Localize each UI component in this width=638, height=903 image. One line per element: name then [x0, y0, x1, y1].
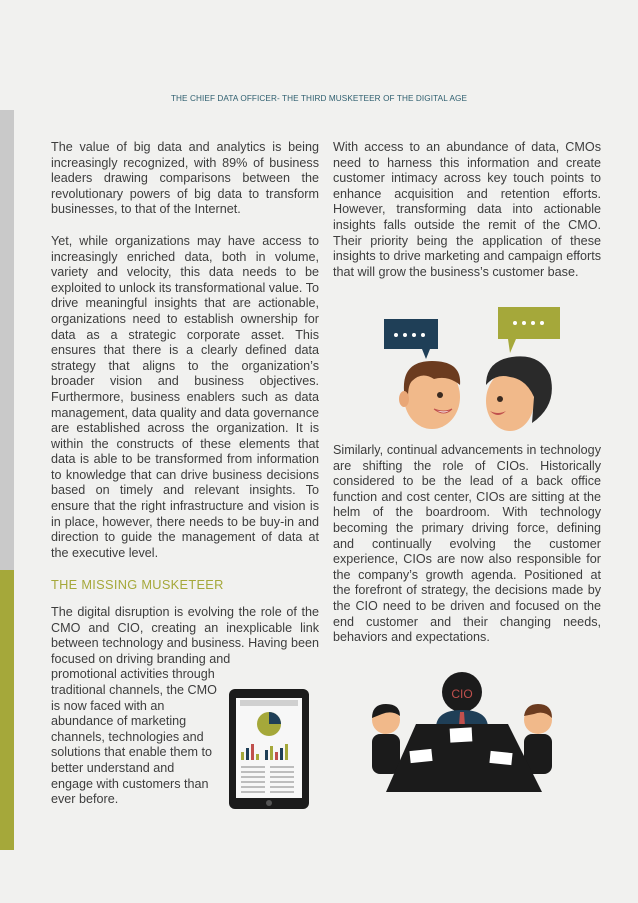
- tablet-illustration: [228, 688, 310, 810]
- side-bar-grey: [0, 110, 14, 570]
- home-button-icon: [266, 800, 272, 806]
- cio-person-icon: [436, 672, 488, 732]
- speech-bubble-dark-icon: [384, 319, 438, 359]
- woman-avatar-icon: [486, 356, 552, 431]
- left-paragraph-1: The value of big data and analytics is being increasingly recognized, with 89% of business leaders drawing comparisons between the revolutionary powers of big data to transform businesses, to that of the Internet.: [51, 140, 319, 217]
- right-person-icon: [524, 704, 552, 774]
- cio-badge: CIO: [451, 687, 473, 701]
- man-avatar-icon: [399, 361, 460, 429]
- speech-bubble-olive-icon: [498, 307, 560, 353]
- running-title: THE CHIEF DATA OFFICER- THE THIRD MUSKETEER OF THE DIGITAL AGE: [170, 94, 468, 103]
- left-paragraph-3-narrow: promotional activities through traditional channels, the CMO is now faced with an abundance of marketing channels, technologies and solutions that enable them to better understand and engage with customers than ever before.: [51, 667, 217, 807]
- conference-table-icon: [386, 724, 542, 792]
- left-paragraph-2: Yet, while organizations may have access to increasingly enriched data, both in volume, variety and velocity, this data needs to be exploited to unlock its transformational value. To drive meaningful insights that are actionable, organizations need to establish ownership for data as a strategic corporate asset. This ensures that there is a clearly defined data strategy that aligns to the organization’s broader vision and business objectives. Furthermore, business enablers such as data management, data quality and data governance are established across the organization. It is within the constructs of these elements that data is able to be transformed from information to knowledge that can drive business decisions based on timely and relevant insights. To ensure that the right infrastructure and vision is in place, however, there needs to be buy-in and direction to guide the management of data at the executive level.: [51, 233, 319, 560]
- right-paragraph-2: Similarly, continual advancements in technology are shifting the role of CIOs. Historically considered to be the lead of a back office function and cost center, CIOs are sitting at the helm of the boardroom. With technology becoming the primary driving force, defining and continually evolving the customer experience, CIOs are now also responsible for the company’s growth agenda. Positioned at the forefront of strategy, the decisions made by the CIO need to be driven and focused on the end customer and their changing needs, behaviors and expectations.: [333, 443, 601, 645]
- boardroom-illustration: [366, 668, 562, 798]
- right-column: [333, 140, 601, 280]
- right-paragraph-1: With access to an abundance of data, CMOs need to harness this information and create customer intimacy across key touch points to enhance acquisition and retention efforts. However, transforming data into actionable insights falls outside the remit of the CMO. Their priority being the application of these insights to drive marketing and campaign efforts that will grow the business’s customer base.: [333, 140, 601, 279]
- left-paragraph-3-wide: The digital disruption is evolving the role of the CMO and CIO, creating an inexplicable link between technology and business. Having been focused on driving branding and: [51, 605, 319, 666]
- pie-chart-icon: [257, 712, 281, 736]
- conversation-illustration: [382, 305, 562, 435]
- side-bar-olive: [0, 570, 14, 850]
- left-person-icon: [372, 704, 400, 774]
- section-heading: THE MISSING MUSKETEER: [51, 577, 224, 593]
